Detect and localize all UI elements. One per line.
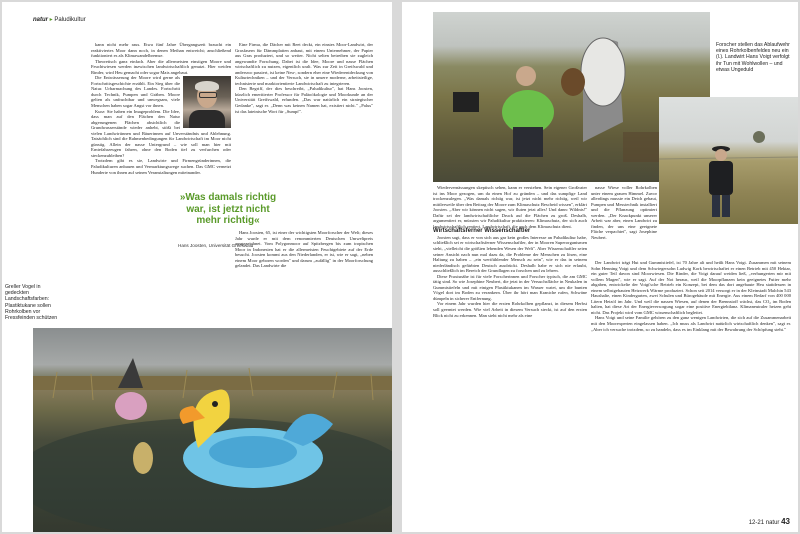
page-footer bbox=[749, 517, 790, 526]
left-column-2-top bbox=[235, 42, 373, 182]
issue-label: 12-21 natur bbox=[748, 520, 780, 526]
duck-float-inner bbox=[209, 436, 297, 468]
reed-band bbox=[33, 376, 392, 390]
paragraph: Vor einem Jahr wurden hier die ersten Rohrkolben gepflanzt, in diesem Herbst soll geerntet werden. Wie viel Arbeit in diesem Versuch steckt, ist auf den ersten Blick nicht zu erkennen. Man sieht nicht mehr als eine bbox=[433, 301, 587, 318]
portrait-photo bbox=[183, 76, 231, 128]
yellow-float bbox=[133, 442, 153, 474]
portrait-glasses bbox=[199, 92, 217, 98]
paragraph: nasse Wiese voller Rohrkolben unter einem grauen Himmel. Zuvor allerdings musste ein Deich gebaut, Pumpen und Messtechnik installiert und die Pflanzung optimiert werden. „Der Knackpunkt unserer Arbeit war aber, einen Landwirt zu finden, der uns eine geeignete Fläche verpachtet", sagt Josephine Neubert. bbox=[591, 185, 657, 240]
paragraph: Joosten sagt, dass er von sich aus gar kein großes Interesse an Paludikultur habe, schließlich sei er wirtschaftsferner Wissenschaftler, der in Mooren Superorganismen sieht, „vielleicht die größten lebenden Wesen der Welt". Aber Wissenschaftler seien seiner Ansicht nach nun mal dazu da, die Probleme der Menschen zu lösen, eine Haltung zu haben – „ein wertfühlender Mensch zu sein", wie er das in seinem niederländisch gefärbten Deutsch ausdrückt. Deshalb habe er sich nie erlaubt, ausschließlich im Bereich der Grundlagen zu forschen und zu lehren. bbox=[433, 234, 587, 274]
researcher-head bbox=[516, 66, 536, 86]
paragraph: Den Begriff, der dies beschreibt, „Paludikultur", hat Hans Joosten, kürzlich emeritierter Professor für Paläoökologie und Moorkunde an der Universität Greifswald, erfunden. „Das war natürlich ein strategischer Gedanke", sagt er. „Denn was keinen Namen hat, existiert nicht." „Palus" ist das lateinische Wort für „Sumpf". bbox=[235, 86, 373, 114]
gate-disk bbox=[581, 38, 625, 106]
portrait-hair bbox=[195, 81, 219, 91]
farmer-jacket bbox=[709, 161, 733, 195]
paragraph: Hans Joosten, 65, ist einer der wichtigsten Moorforscher der Welt; dieses Jahr wurde er mit dem renommierten Deutschen Umweltpreis ausgezeichnet. Vom Polygonmoor auf Spitzbergen bis zum tropischen Moor in Indonesien hat er die allermeisten Feuchtgebiete auf der Erde besucht. Joosten kommt aus den Niederlanden, er ist, wie er sagt, „neben einem Moor geboren worden" und darum „zufällig" in der Moorforschung gelandet. Das Landwirte die bbox=[235, 230, 373, 269]
second-researcher bbox=[561, 68, 585, 96]
page-header bbox=[33, 16, 86, 23]
right-column-1 bbox=[433, 185, 587, 525]
portrait-shirt bbox=[189, 110, 225, 128]
distant-tree bbox=[753, 131, 765, 143]
paragraph: Der Landwirt trägt Hut und Gummistiefel, ist 70 Jahre alt und heißt Hans Voigt. Zusammen mit seinem Sohn Henning Voigt und dem Schwiegersohn Ludwig Kork bewirtschaftet er einen Betrieb mit 450 Hektar, ein guter Teil davon sind Moorwiesen. Die Rinder, die Voigt darauf weiden ließ, „verhungerten mir mit vollem Magen", wie er sagt. Auf der Not heraus, weil die Moorpflanzen kein geeignetes Futter mehr abgaben, entwickelte der Voigt'sche Betrieb ein Konzept, bei dem das dort angebaute Heu stattdessen in einem selbstgebauten Heizwerk Wärme produziert. Schon seit 2014 versorgt er in der Kleinstadt Malchin 543 Haushalte, einen Kindergarten, zwei Schulen und Bürogebäude mit Energie. Aus einem Bedarf von 400 000 Litern Heizöl im Jahr. Und weil die nassen Wiesen, auf denen der Brennstoff wächst, das CO₂ im Boden halten, hat diese Art der Energieversorgung sogar eine positive Energiebilanz. Klimaneutraler heizen geht nicht. Das Projekt wird vom GMC wissenschaftlich begleitet. bbox=[591, 260, 791, 315]
person-silhouette bbox=[118, 358, 143, 388]
duck-eye bbox=[212, 401, 218, 407]
subheading: Wirtschaftsferner Wissenschaftler bbox=[433, 228, 531, 235]
right-page bbox=[402, 2, 798, 532]
paragraph: Diese Praxisnähe ist für viele Forscherinnen und Forscher typisch, die am GMC tätig sind. So wie Josephine Neubert, die jetzt in der Versuchsfläche in Neukalen in Gummistiefeln und mit einigen Plastiktukanen im Wasser watet, um die bunten Vögel dort im Boden zu verankern. Über ihr hört man Kraniche rufen, Schwäne dümpeln in sicherer Entfernung. bbox=[433, 273, 587, 301]
left-column-1 bbox=[91, 42, 231, 324]
paragraph: Kurz: Sie haben ein Imageproblem. Die Idee, dass man auf den Flächen den Natur abgerungenen Flächen absichtlich die Grundwasserstände wieder anhebt, stößt bei vielen Landwirtinnen und Bäuerinnen auf Unverständnis und Ablehnung. Tatsächlich sind die Rahmenbedingungen für Landwirtschaft im Moor nicht günstig. Allein der nasse Untergrund – wie soll man hier mit Erntefahrzeugen fahren, ohne den Boden tief zu verfurchen oder steckenzubleiben? bbox=[91, 108, 231, 158]
paragraph: Wiedervernässungen skeptisch sehen, kann er verstehen. Sein eigener Großvater ist ins Moor gezogen, um da einen Hof zu gründen – und das sumpfige Land trockenzulegen. „Was damals richtig war, ist jetzt nicht mehr richtig, weil wir mittlerweile über den Beitrag der Moore zum Klimaschutz Bescheid wissen", erklärt Joosten. „Aber wir können nicht sagen, wir fluten jetzt alles! Und dann: Wildnis!" Dafür sei der landwirtschaftliche Druck auf die Flächen zu groß. Deshalb, argumentiert er, müssten wir Paludikultur praktizieren: Klimaschutz, der sich auch landwirtschaftlich rentiert. Landwirtschaft, die auch dem Klimaschutz dient. bbox=[433, 185, 587, 229]
paragraph: Theoretisch ganz einfach. Aber die allermeisten einstigen Moore und Feuchtwiesen werden inzwischen landwirtschaftlich genutzt. Hier weiden Rinder, wird Heu gemacht oder sogar Mais angebaut. bbox=[91, 58, 231, 75]
section-label: Paludikultur bbox=[54, 17, 86, 23]
header-separator: ▸ bbox=[49, 17, 53, 23]
farmer-scene bbox=[659, 97, 798, 224]
duck-scene bbox=[33, 328, 392, 532]
pull-quote-attribution: Hans Joosten, Universität Greifswald bbox=[178, 243, 254, 248]
right-column-2-bottom bbox=[591, 260, 791, 522]
page-number: 43 bbox=[781, 517, 790, 526]
researcher-pants bbox=[513, 127, 543, 157]
paragraph: Eine Firma, die Dächer mit Reet deckt, ein einstes Moor-Landwirt, der Grasfasern für Dämmplatten anbaut, mit einem Unternehmer, der Papier aus Gras produziert, und so weiter. Nicht selten betreiben sie zugleich angewandte Forschung. Dabei ist die Idee, Moore und nasse Flächen wirtschaftlich zu nutzen, eigentlich uralt. Was zur Zeit in Greifswald und anderswo passiert, ist keine Neu-, sondern eher eine Wiederentdeckung von Kulturtechniken – und der Versuch, sie in unsere moderne, arbeitsteilige, technisierte und marktorientierte Landwirtschaft zu integrieren. bbox=[235, 42, 373, 86]
right-column-2-top bbox=[591, 185, 657, 260]
left-page bbox=[2, 2, 392, 532]
photo-caption-left: Greller Vogel in gedeckten Landschaftsfarben: Plastiktukane sollen Rohrkolben vor Fressfeinden schützen bbox=[5, 284, 58, 322]
farmer-leg-left bbox=[712, 195, 720, 217]
duck-float-photo bbox=[33, 328, 392, 532]
pull-quote: »Was damals richtig war, ist jetzt nicht mehr richtig« bbox=[179, 192, 277, 226]
paragraph: kann nicht mehr raus. Etwa fünf Jahre Übergangszeit braucht ein reaktiviertes Moor dann noch, in denen Methan entweicht; anschließend funktioniert es als Klimawandelbremse. bbox=[91, 42, 231, 59]
left-column-2-mid bbox=[290, 182, 373, 230]
brand-label: natur bbox=[33, 17, 48, 23]
farmer-head bbox=[715, 149, 727, 161]
pink-bag bbox=[115, 392, 147, 420]
photo-caption-right: Forscher stellen das Ablaufwehr eines Rohrkolbenfeldes neu ein (l.). Landwirt Hans Voigt verfolgt ihr Tun mit Wohlwollen – und etwas Ungeduld bbox=[716, 42, 790, 73]
equipment-case bbox=[453, 92, 479, 112]
paragraph: Die Entwässerung der Moore wird gerne als Fortschrittsgeschichte erzählt. Ein Sieg über die Natur. Urbarmachung des Landes. Fortschritt durch Technik, Pumpen und Gräben. Moore gelten als unfruchtbar und unwegsam, viele Menschen haben sogar Angst vor ihnen. bbox=[91, 75, 180, 109]
paragraph: Trotzdem gibt es sie, Landwirte und Firmengründerinnen, die Paludikulturen anbauen und Vermarktungswege suchen. Das GMC vernetzt Hunderte von ihnen auf seinen Veranstaltungen miteinander. bbox=[91, 158, 231, 175]
paragraph: Hans Voigt und seine Familie gehören zu den ganz wenigen Landwirten, die sich auf die Zusammenarbeit mit den Moorexperten eingelassen haben. „Ich muss als Landwirt natürlich wirtschaftlich denken", sagt er. „Aber ich versuche trotzdem, so zu handeln, dass es im Einklang mit der Bewahrung der Schöpfung steht." bbox=[591, 315, 791, 332]
horizon-line bbox=[659, 157, 798, 159]
farmer-photo bbox=[659, 97, 798, 224]
farmer-leg-right bbox=[722, 195, 730, 217]
